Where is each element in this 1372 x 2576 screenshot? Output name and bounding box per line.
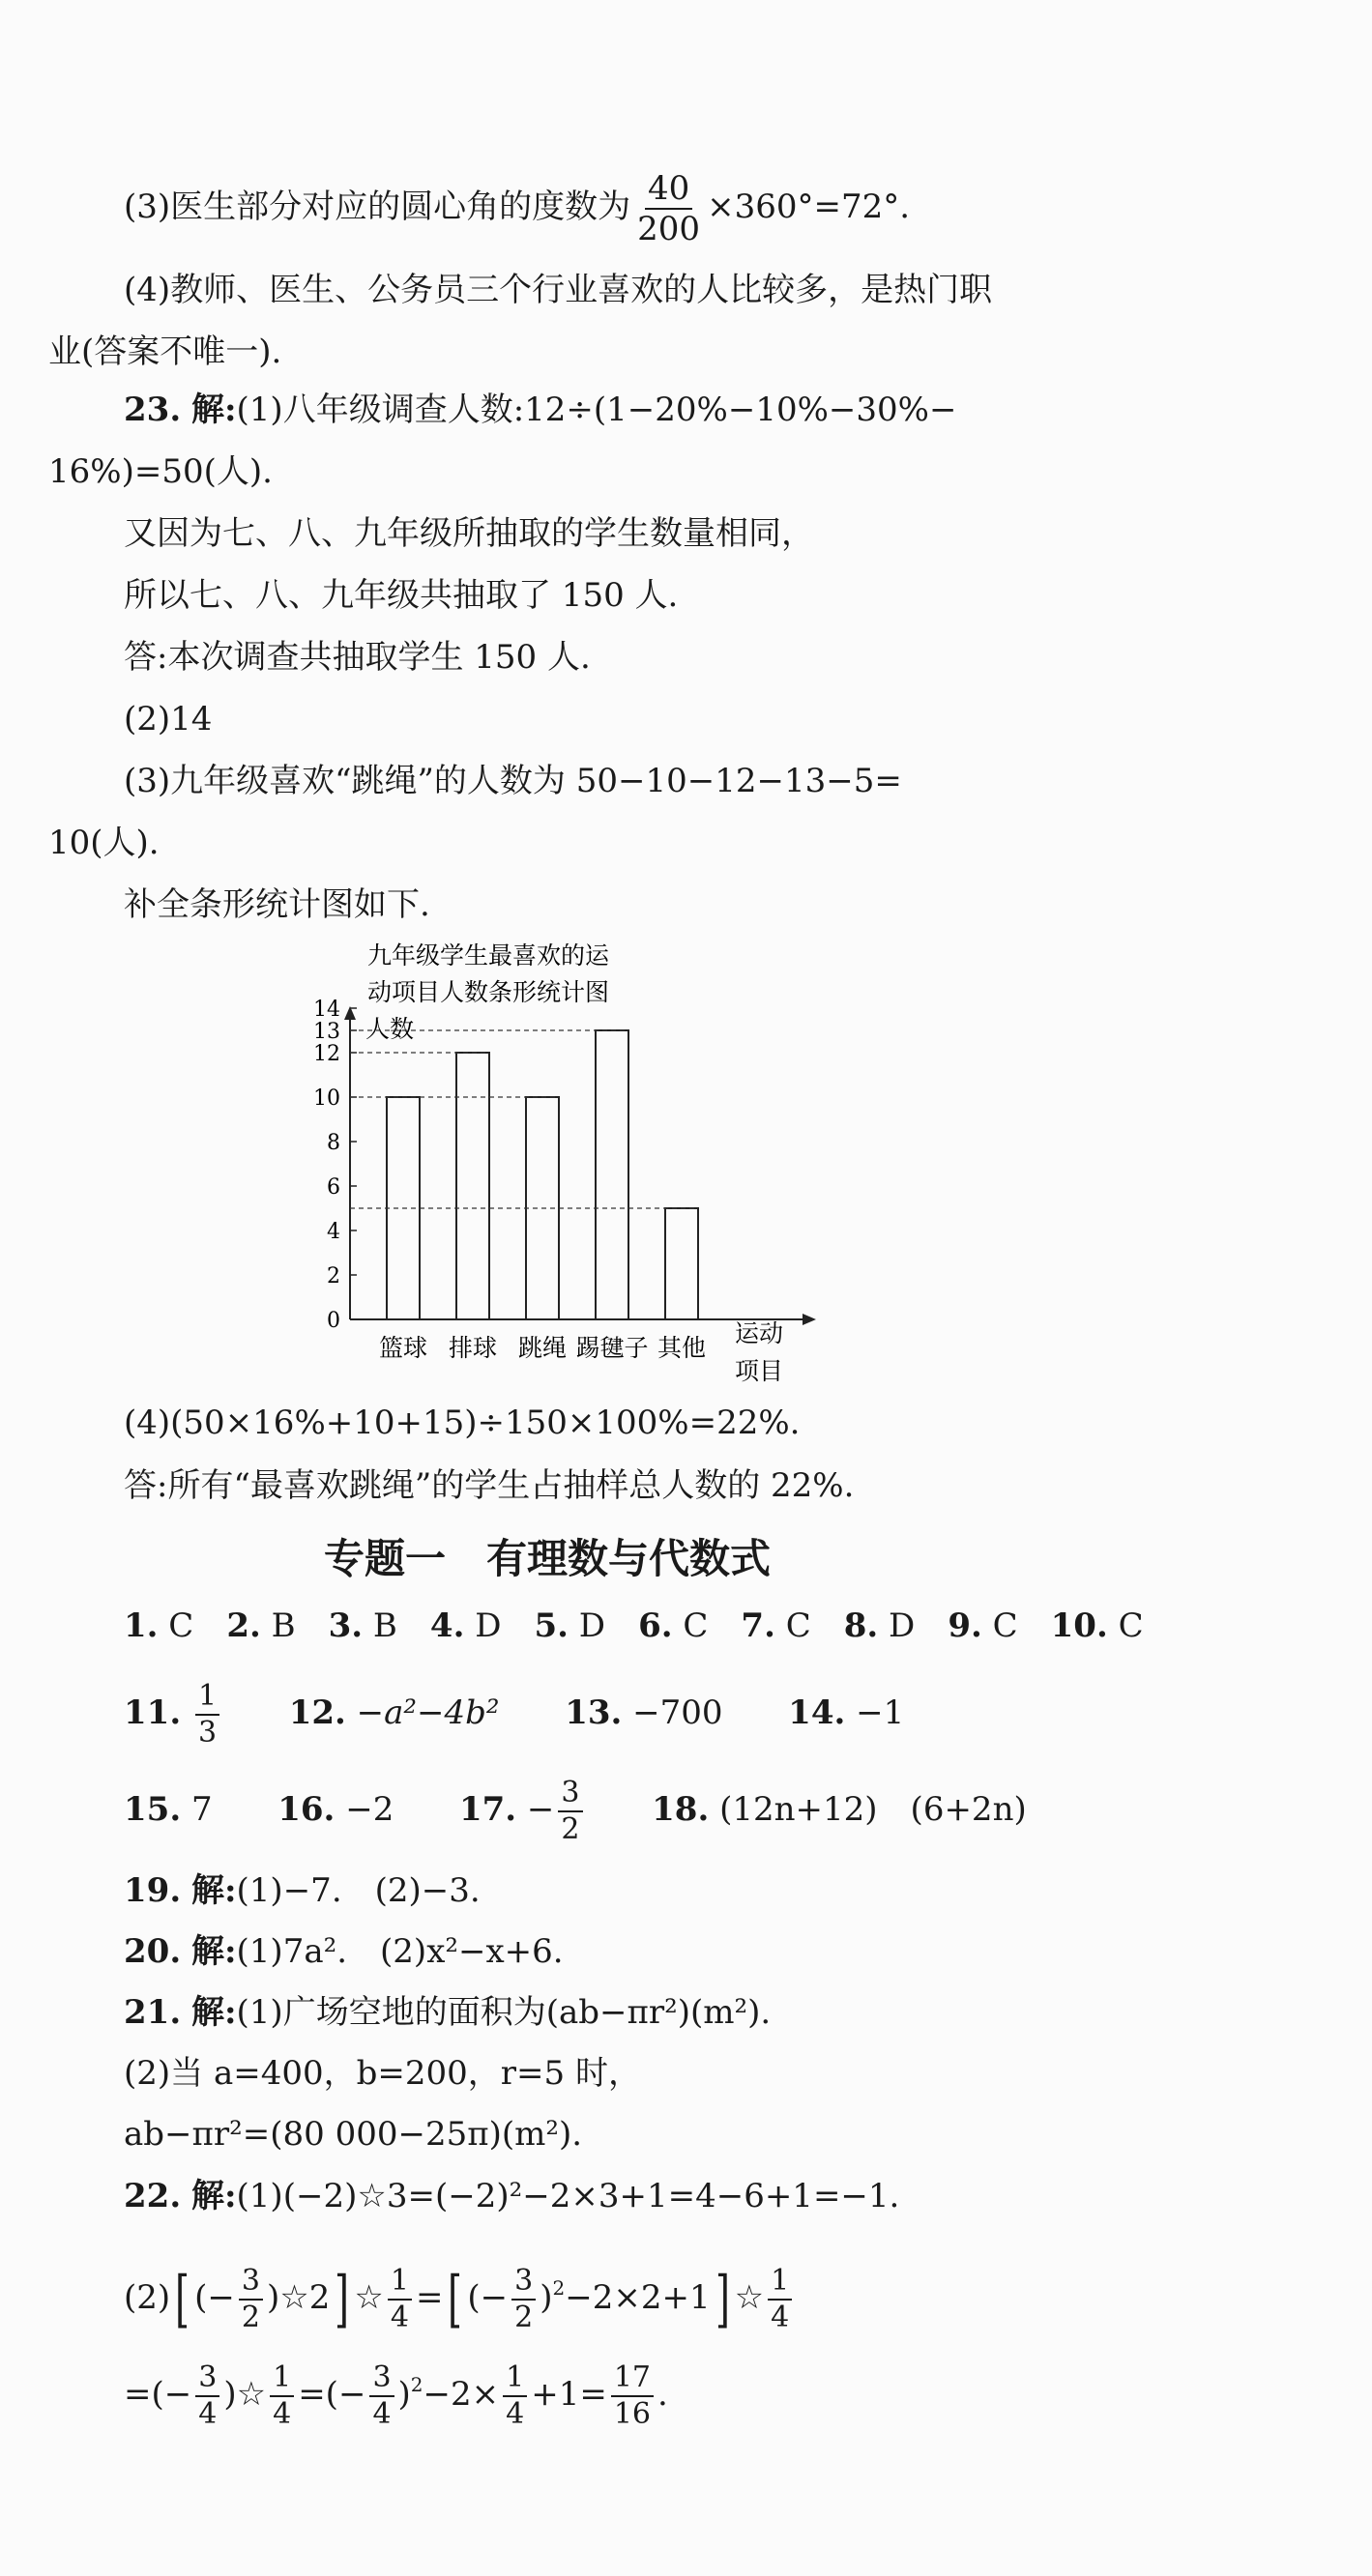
q23-line-4: 所以七、八、九年级共抽取了 150 人. [124, 576, 679, 615]
choice-answer [1051, 1606, 1144, 1645]
choice-answer [638, 1606, 708, 1645]
y-tick-label: 2 [327, 1264, 340, 1288]
y-tick-label: 14 [313, 998, 340, 1022]
choice-answer-letter: C [672, 1606, 709, 1645]
fraction-1-4: $\frac{1}{4}$ [768, 2267, 792, 2332]
q23-line-6: (2)14 [124, 700, 213, 738]
choice-answer-number: 2. [226, 1606, 261, 1645]
category-label: 排球 [448, 1334, 498, 1362]
fraction-3-4: $\frac{3}{4}$ [369, 2363, 394, 2429]
q23-line-3: 又因为七、八、九年级所抽取的学生数量相同， [124, 514, 814, 553]
choice-answer [948, 1606, 1017, 1645]
category-label: 篮球 [378, 1334, 428, 1362]
y-tick-label: 10 [313, 1086, 340, 1111]
q22-l1: (1)(−2)☆3=(−2)²−2×3+1=4−6+1=−1. [236, 2177, 900, 2215]
q21-label: 21. [124, 1993, 182, 2032]
q23-line-9: 补全条形统计图如下. [124, 885, 430, 924]
q19 [124, 1869, 481, 1912]
q23-line-7: (3)九年级喜欢“跳绳”的人数为 50−10−12−13−5= [124, 762, 902, 800]
answer-num-17: 17. [458, 1790, 517, 1829]
choice-answer-number: 1. [124, 1606, 159, 1645]
q23-line-1 [124, 389, 956, 431]
frac-num: 1 [195, 1682, 219, 1716]
choice-answer [741, 1606, 810, 1645]
choice-answer-number: 5. [534, 1606, 569, 1645]
choice-answer-letter: D [569, 1606, 606, 1645]
q19-label: 19. [124, 1871, 182, 1910]
category-label: 跳绳 [517, 1334, 568, 1362]
section-title: 专题一 有理数与代数式 [324, 1535, 772, 1582]
answer-11-fraction [195, 1679, 219, 1750]
answer-num-14: 14. [788, 1693, 846, 1732]
choice-answer-number: 9. [948, 1606, 982, 1645]
q23-line-8: 10(人). [48, 824, 160, 862]
q22-jie: 解: [190, 2177, 237, 2215]
choice-answer-number: 7. [741, 1606, 775, 1645]
frac-num: 3 [558, 1779, 582, 1812]
q20 [124, 1930, 564, 1973]
q21-line-1 [124, 1991, 771, 2034]
chart-title-line-2: 动项目人数条形统计图 [366, 978, 610, 1006]
fraction-17-16: $\frac{17}{16}$ [611, 2363, 654, 2429]
answer-16: −2 [345, 1790, 394, 1829]
answer-13: −700 [632, 1693, 723, 1732]
x-axis-label-line-1: 运动 [734, 1319, 784, 1347]
y-tick-label: 13 [313, 1020, 340, 1044]
fraction-3-4: $\frac{3}{4}$ [195, 2363, 219, 2429]
fraction-40-200 [634, 169, 703, 248]
x-axis-arrow [803, 1314, 816, 1325]
choice-answer-number: 10. [1050, 1606, 1108, 1645]
q19-text: (1)−7. (2)−3. [236, 1871, 481, 1910]
choice-answer-letter: C [158, 1606, 194, 1645]
choice-answer-letter: D [878, 1606, 916, 1645]
bar [456, 1053, 489, 1319]
q21-l1: (1)广场空地的面积为(ab−πr²)(m²). [236, 1993, 772, 2032]
answer-17-sign: − [526, 1790, 555, 1829]
frac-den: 3 [197, 1716, 218, 1750]
choice-answer [430, 1606, 502, 1645]
choice-answer-number: 6. [638, 1606, 673, 1645]
choice-answer-letter: C [774, 1606, 811, 1645]
choice-answer [535, 1606, 606, 1645]
fraction-3-2: $\frac{3}{2}$ [511, 2267, 536, 2332]
q22-line-1 [124, 2175, 899, 2217]
q23-jie: 解: [190, 391, 237, 429]
prev-line-3 [124, 169, 911, 248]
answer-num-15: 15. [124, 1790, 182, 1829]
category-label: 其他 [657, 1334, 707, 1362]
choice-answer [124, 1606, 193, 1645]
q23-line-2: 16%)=50(人). [48, 452, 273, 491]
choice-answer-letter: D [464, 1606, 502, 1645]
q19-jie: 解: [190, 1871, 237, 1910]
q21-line-3: ab−πr²=(80 000−25π)(m²). [124, 2115, 583, 2154]
answer-18: (12n+12) (6+2n) [719, 1790, 1027, 1829]
y-tick-label: 12 [313, 1042, 340, 1066]
q23-line-10: (4)(50×16%+10+15)÷150×100%=22%. [124, 1404, 801, 1442]
y-tick-label: 8 [327, 1131, 340, 1155]
prev-line-3-suffix: ×360°=72°. [707, 188, 911, 226]
fraction-1-4: $\frac{1}{4}$ [388, 2267, 412, 2332]
answer-num-18: 18. [652, 1790, 710, 1829]
q22-part2-line-1: (2)[ (− $\frac{3}{2}$ )☆2] ☆ $\frac{1}{4}$ =[ (− $\frac{3}{2}$ )$^2$−2×2+1] ☆ $\frac{1}{4}$ [124, 2254, 796, 2341]
q22-label: 22. [124, 2177, 182, 2215]
choice-answer-number: 8. [843, 1606, 879, 1645]
bar [665, 1208, 698, 1319]
prev-line-3-text: (3)医生部分对应的圆心角的度数为 [124, 188, 631, 226]
prev-line-4b: 业(答案不唯一). [48, 333, 282, 371]
choice-answer-letter: B [363, 1606, 397, 1645]
q23-line-11: 答:所有“最喜欢跳绳”的学生占抽样总人数的 22%. [124, 1466, 855, 1505]
q23-line-5: 答:本次调查共抽取学生 150 人. [124, 638, 591, 677]
answer-num-13: 13. [565, 1693, 623, 1732]
bar-chart [290, 923, 832, 1397]
q21-jie: 解: [190, 1993, 237, 2032]
q23-l1: (1)八年级调查人数:12÷(1−20%−10%−30%− [236, 391, 957, 429]
bar [596, 1030, 628, 1319]
q20-jie: 解: [190, 1932, 237, 1971]
q23-label: 23. [124, 391, 182, 429]
fraction-1-4: $\frac{1}{4}$ [270, 2363, 294, 2429]
bracket-left: [ [448, 2264, 463, 2335]
bracket-right: ] [335, 2264, 350, 2335]
choice-answer [226, 1606, 295, 1645]
answer-12: −a²−4b² [356, 1693, 500, 1732]
choice-answer [329, 1606, 397, 1645]
category-label: 踢毽子 [575, 1334, 649, 1362]
answers-row-2 [124, 1678, 904, 1748]
q21-line-2: (2)当 a=400，b=200，r=5 时， [124, 2054, 641, 2093]
q22-part2-line-2: =(− $\frac{3}{4}$ )☆ $\frac{1}{4}$ =(− $\frac{3}{4}$ )$^2$−2× $\frac{1}{4}$ +1= $\frac{17}{16}$ . [124, 2360, 668, 2431]
fraction-3-2: $\frac{3}{2}$ [239, 2267, 263, 2332]
q20-text: (1)7a². (2)x²−x+6. [236, 1932, 564, 1971]
answer-15: 7 [190, 1790, 213, 1829]
answers-row-1 [124, 1605, 1177, 1647]
choice-answer-number: 4. [429, 1606, 465, 1645]
frac-den: 2 [561, 1812, 580, 1846]
frac-num: 40 [645, 172, 692, 210]
choice-answer-letter: B [260, 1606, 296, 1645]
y-tick-label: 4 [327, 1220, 340, 1244]
y-tick-label: 0 [327, 1309, 340, 1333]
y-tick-label: 6 [327, 1175, 340, 1200]
answers-row-3 [124, 1775, 1027, 1844]
bracket-left: [ [175, 2264, 190, 2335]
q20-label: 20. [124, 1932, 182, 1971]
choice-answer [844, 1606, 916, 1645]
answer-17-fraction [558, 1776, 582, 1846]
prev-line-4a: (4)教师、医生、公务员三个行业喜欢的人比较多，是热门职 [124, 271, 993, 309]
answer-num-12: 12. [288, 1693, 346, 1732]
answer-14: −1 [856, 1693, 905, 1732]
choice-answer-letter: C [1107, 1606, 1144, 1645]
answer-num-11: 11. [124, 1693, 182, 1732]
chart-title-line-1: 九年级学生最喜欢的运 [366, 941, 610, 970]
y-axis-label: 人数 [365, 1015, 415, 1043]
fraction-1-4: $\frac{1}{4}$ [503, 2363, 527, 2429]
x-axis-label-line-2: 项目 [734, 1357, 784, 1385]
choice-answer-letter: C [981, 1606, 1018, 1645]
bracket-right: ] [715, 2264, 730, 2335]
choice-answer-number: 3. [328, 1606, 364, 1645]
answer-num-16: 16. [277, 1790, 336, 1829]
frac-den: 200 [637, 210, 701, 248]
